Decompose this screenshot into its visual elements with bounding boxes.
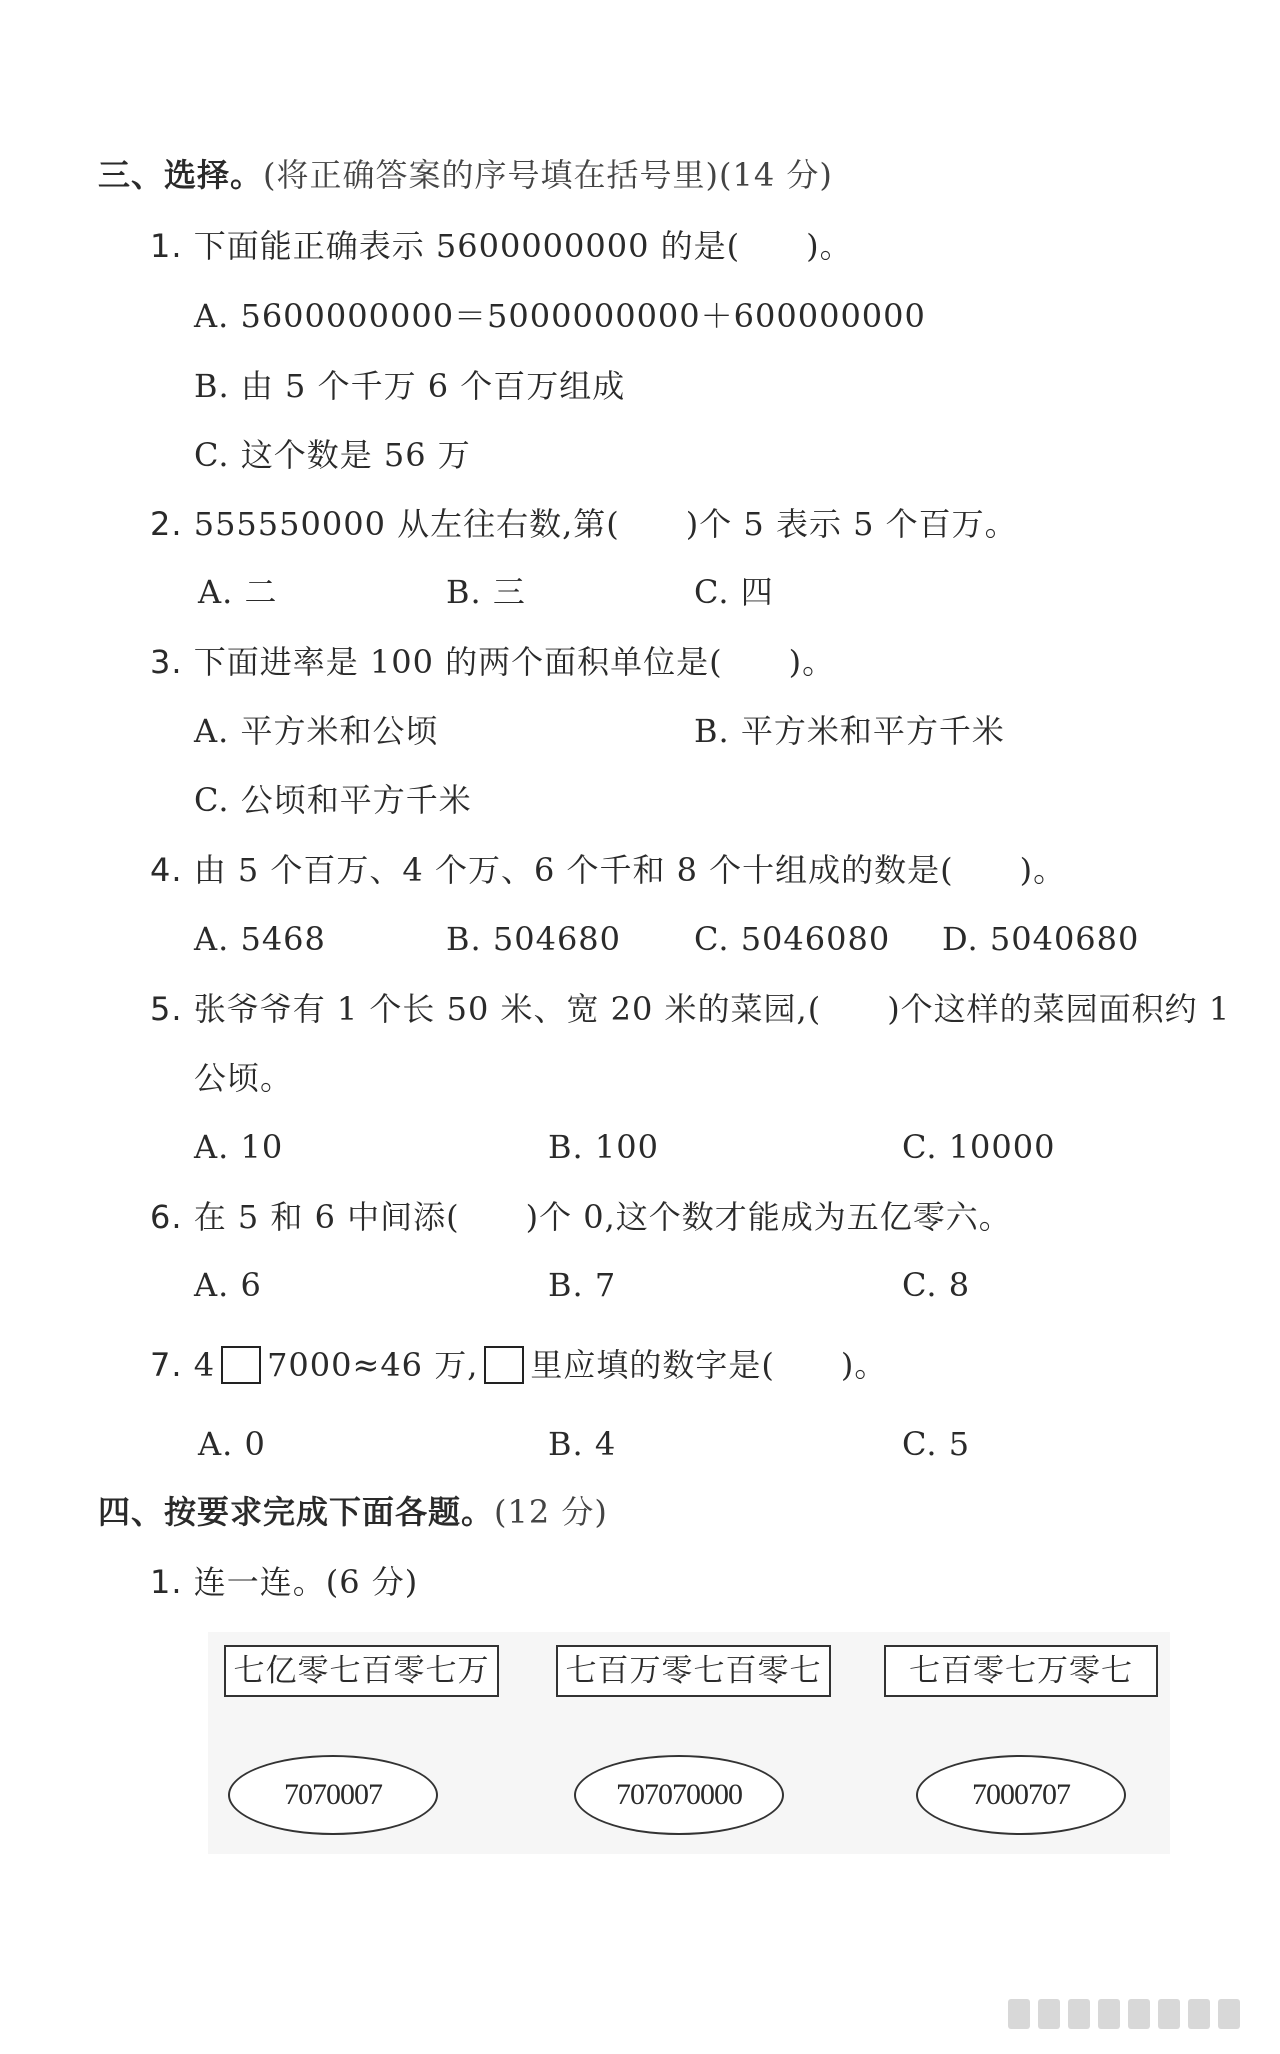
question-4-option-a[interactable]: A. 5468 <box>194 920 326 958</box>
question-3 <box>150 642 835 682</box>
question-4-option-c[interactable]: C. 5046080 <box>694 920 891 958</box>
question-5-option-c[interactable]: C. 10000 <box>902 1128 1056 1166</box>
question-5-number: 5. <box>150 990 183 1028</box>
question-7-blank-box[interactable] <box>221 1346 261 1384</box>
watermark-block <box>1008 1999 1030 2029</box>
question-5-option-b[interactable]: B. 100 <box>548 1128 659 1166</box>
section-4-question-1 <box>150 1562 418 1602</box>
footer-watermark <box>940 1992 1240 2036</box>
question-3-text: 下面进率是 100 的两个面积单位是( )。 <box>193 643 836 681</box>
question-6-option-c[interactable]: C. 8 <box>902 1266 971 1304</box>
question-7-number: 7. <box>150 1346 183 1384</box>
question-4 <box>150 850 1066 890</box>
question-2-text: 555550000 从左往右数,第( )个 5 表示 5 个百万。 <box>193 505 1018 543</box>
question-2 <box>150 504 1018 544</box>
watermark-block <box>1218 1999 1240 2029</box>
question-7-box-reference <box>484 1346 524 1384</box>
question-3-option-c[interactable]: C. 公顷和平方千米 <box>194 781 472 819</box>
number-ellipse-3[interactable]: 7000707 <box>916 1755 1126 1835</box>
section-3-title: 三、选择。 <box>98 156 264 194</box>
question-5-text: 张爷爷有 1 个长 50 米、宽 20 米的菜园,( )个这样的菜园面积约 1 <box>193 990 1231 1028</box>
section-4-question-1-number: 1. <box>150 1563 183 1601</box>
section-4-title: 四、按要求完成下面各题。 <box>98 1493 495 1531</box>
watermark-block <box>1158 1999 1180 2029</box>
section-4-question-1-text: 连一连。(6 分) <box>193 1563 419 1601</box>
question-1-option-b[interactable]: B. 由 5 个千万 6 个百万组成 <box>194 367 626 405</box>
question-1-text: 下面能正确表示 5600000000 的是( )。 <box>193 227 853 265</box>
watermark-block <box>1068 1999 1090 2029</box>
word-box-1[interactable]: 七亿零七百零七万 <box>224 1645 499 1697</box>
question-7-option-c[interactable]: C. 5 <box>902 1425 971 1463</box>
question-4-number: 4. <box>150 851 183 889</box>
question-7-option-b[interactable]: B. 4 <box>548 1425 617 1463</box>
question-7-digit: 4 <box>193 1346 216 1384</box>
question-2-option-a[interactable]: A. 二 <box>198 573 278 611</box>
number-ellipse-2[interactable]: 707070000 <box>574 1755 784 1835</box>
question-1-option-a[interactable]: A. 5600000000＝5000000000＋600000000 <box>194 297 926 335</box>
question-3-number: 3. <box>150 643 183 681</box>
word-box-2[interactable]: 七百万零七百零七 <box>556 1645 831 1697</box>
question-6-number: 6. <box>150 1198 183 1236</box>
question-4-text: 由 5 个百万、4 个万、6 个千和 8 个十组成的数是( )。 <box>193 851 1067 889</box>
watermark-block <box>1098 1999 1120 2029</box>
question-7-text-middle: 7000≈46 万, <box>267 1346 479 1384</box>
word-box-3[interactable]: 七百零七万零七 <box>884 1645 1158 1697</box>
question-3-option-a[interactable]: A. 平方米和公顷 <box>194 712 439 750</box>
question-1 <box>150 226 853 266</box>
question-7-text-end: 里应填的数字是( )。 <box>530 1346 888 1384</box>
watermark-block <box>1188 1999 1210 2029</box>
question-7 <box>150 1345 887 1387</box>
watermark-block <box>1038 1999 1060 2029</box>
question-6-option-b[interactable]: B. 7 <box>548 1266 617 1304</box>
question-6-option-a[interactable]: A. 6 <box>194 1266 262 1304</box>
question-5 <box>150 989 1230 1029</box>
question-7-option-a[interactable]: A. 0 <box>198 1425 266 1463</box>
question-6-text: 在 5 和 6 中间添( )个 0,这个数才能成为五亿零六。 <box>193 1198 1012 1236</box>
section-4-note: (12 分) <box>494 1493 608 1531</box>
question-1-option-c[interactable]: C. 这个数是 56 万 <box>194 436 471 474</box>
question-5-text-continued: 公顷。 <box>194 1059 294 1097</box>
number-ellipse-1[interactable]: 7070007 <box>228 1755 438 1835</box>
section-4-heading <box>98 1492 608 1532</box>
question-2-option-b[interactable]: B. 三 <box>446 573 526 611</box>
question-4-option-d[interactable]: D. 5040680 <box>942 920 1140 958</box>
section-3-heading <box>98 155 833 195</box>
question-1-number: 1. <box>150 227 183 265</box>
question-5-option-a[interactable]: A. 10 <box>194 1128 284 1166</box>
watermark-block <box>1128 1999 1150 2029</box>
question-4-option-b[interactable]: B. 504680 <box>446 920 622 958</box>
question-2-option-c[interactable]: C. 四 <box>694 573 774 611</box>
section-3-note: (将正确答案的序号填在括号里)(14 分) <box>263 156 833 194</box>
question-3-option-b[interactable]: B. 平方米和平方千米 <box>694 712 1005 750</box>
question-6 <box>150 1197 1012 1237</box>
question-2-number: 2. <box>150 505 183 543</box>
